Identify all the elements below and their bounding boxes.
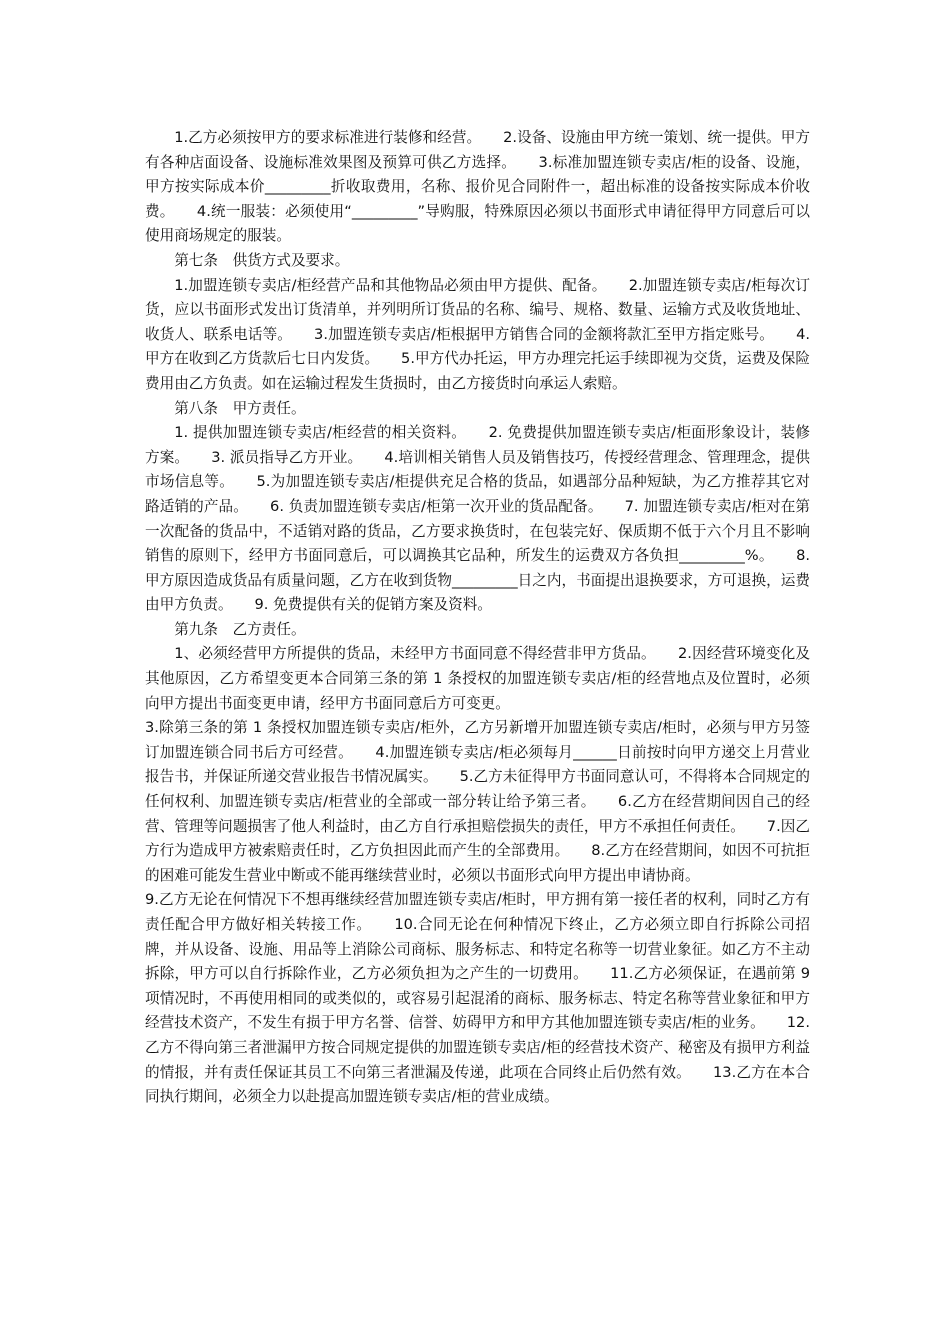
paragraph-party-b-duties-3: 9.乙方无论在何情况下不想再继续经营加盟连锁专卖店/柜时，甲方拥有第一接任者的权利，同时乙方有责任配合甲方做好相关转接工作。 10.合同无论在何种情况下终止，乙方必须立即自行拆除公司招牌，并从设备、设施、用品等上消除公司商标、服务标志、和特定名称等一切营业象征。如乙方不主动拆除，甲方可以自行拆除作业，乙方必须负担为之产生的一切费用。 11.乙方必须保证，在遇前第 9 项情况时，不再使用相同的或类似的，或容易引起混淆的商标、服务标志、特定名称等营业象征和甲方经营技术资产，不发生有损于甲方名誉、信誉、妨碍甲方和甲方其他加盟连锁专卖店/柜的业务。 12.乙方不得向第三者泄漏甲方按合同规定提供的加盟连锁专卖店/柜的经营技术资产、秘密及有损甲方利益的情报，并有责任保证其员工不向第三者泄漏及传递，此项在合同终止后仍然有效。 13.乙方在本合同执行期间，必须全力以赴提高加盟连锁专卖店/柜的营业成绩。 xyxy=(145,891,810,1106)
heading-article-9: 第九条 乙方责任。 xyxy=(174,620,306,638)
document-body xyxy=(145,126,810,1110)
paragraph-party-a-duties: 1. 提供加盟连锁专卖店/柜经营的相关资料。 2. 免费提供加盟连锁专卖店/柜面形象设计，装修方案。 3. 派员指导乙方开业。 4.培训相关销售人员及销售技巧，传授经营理念、管理理念，提供市场信息等。 5.为加盟连锁专卖店/柜提供充足合格的货品，如遇部分品种短缺，为乙方推荐其它对路适销的产品。 6. 负责加盟连锁专卖店/柜第一次开业的货品配备。 7. 加盟连锁专卖店/柜对在第一次配备的货品中，不适销对路的货品，乙方要求换货时，在包装完好、保质期不低于六个月且不影响销售的原则下，经甲方书面同意后，可以调换其它品种，所发生的运费双方各负担_________%。 8.甲方原因造成货品有质量问题，乙方在收到货物_________日之内，书面提出退换要求，方可退换，运费由甲方负责。 9. 免费提供有关的促销方案及资料。 xyxy=(145,424,810,614)
paragraph-supply-terms: 1.加盟连锁专卖店/柜经营产品和其他物品必须由甲方提供、配备。 2.加盟连锁专卖店/柜每次订货，应以书面形式发出订货清单，并列明所订货品的名称、编号、规格、数量、运输方式及收货地址、收货人、联系电话等。 3.加盟连锁专卖店/柜根据甲方销售合同的金额将款汇至甲方指定账号。 4.甲方在收到乙方货款后七日内发货。 5.甲方代办托运，甲方办理完托运手续即视为交货，运费及保险费用由乙方负责。如在运输过程发生货损时，由乙方接货时向承运人索赔。 xyxy=(145,276,810,392)
heading-article-8: 第八条 甲方责任。 xyxy=(174,399,306,417)
paragraph-party-b-duties-1: 1、必须经营甲方所提供的货品，未经甲方书面同意不得经营非甲方货品。 2.因经营环境变化及其他原因，乙方希望变更本合同第三条的第 1 条授权的加盟连锁专卖店/柜的经营地点及位置时，必须向甲方提出书面变更申请，经甲方书面同意后方可变更。 xyxy=(145,645,810,712)
paragraph-party-b-duties-2: 3.除第三条的第 1 条授权加盟连锁专卖店/柜外，乙方另新增开加盟连锁专卖店/柜时，必须与甲方另签订加盟连锁合同书后方可经营。 4.加盟连锁专卖店/柜必须每月______日前按时向甲方递交上月营业报告书，并保证所递交营业报告书情况属实。 5.乙方未征得甲方书面同意认可，不得将本合同规定的任何权利、加盟连锁专卖店/柜营业的全部或一部分转让给予第三者。 6.乙方在经营期间因自己的经营、管理等问题损害了他人利益时，由乙方自行承担赔偿损失的责任，甲方不承担任何责任。 7.因乙方行为造成甲方被索赔责任时，乙方负担因此而产生的全部费用。 8.乙方在经营期间，如因不可抗拒的困难可能发生营业中断或不能再继续营业时，必须以书面形式向甲方提出申请协商。 xyxy=(145,719,810,884)
heading-article-7: 第七条 供货方式及要求。 xyxy=(174,251,350,269)
paragraph-decoration-terms: 1.乙方必须按甲方的要求标准进行装修和经营。 2.设备、设施由甲方统一策划、统一提供。甲方有各种店面设备、设施标准效果图及预算可供乙方选择。 3.标准加盟连锁专卖店/柜的设备、设施，甲方按实际成本价_________折收取费用，名称、报价见合同附件一，超出标准的设备按实际成本价收费。 4.统一服装：必须使用“_________”导购服，特殊原因必须以书面形式申请征得甲方同意后可以使用商场规定的服装。 xyxy=(145,129,810,245)
